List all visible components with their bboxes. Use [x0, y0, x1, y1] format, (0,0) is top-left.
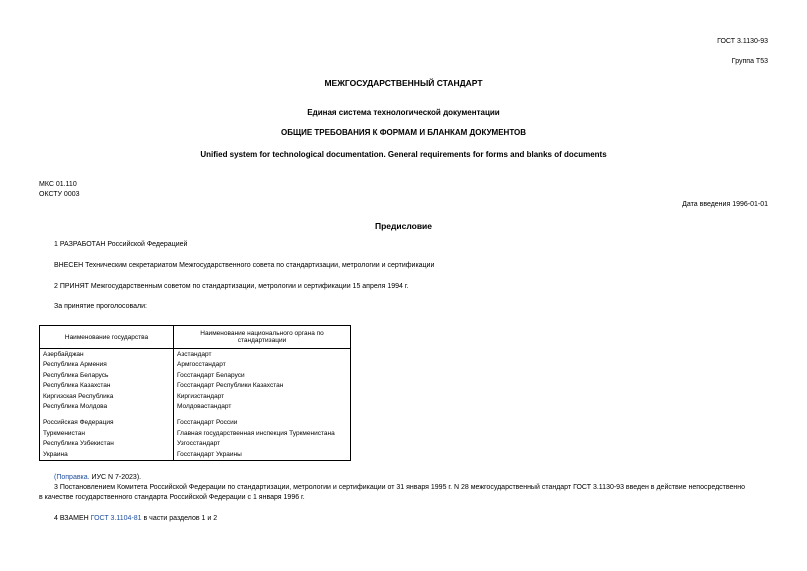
state-cell: Украина: [40, 450, 174, 461]
document-title: ОБЩИЕ ТРЕБОВАНИЯ К ФОРМАМ И БЛАНКАМ ДОКУМЕНТОВ: [280, 128, 527, 137]
table-row: [40, 360, 351, 370]
paragraph-1: 1 РАЗРАБОТАН Российской Федерацией: [54, 241, 188, 248]
paragraph-4: [54, 515, 217, 522]
body-cell: Госстандарт Беларуси: [174, 371, 351, 381]
mks-code: МКС 01.110: [39, 181, 77, 188]
table-row: [40, 349, 351, 361]
table-header-row: [40, 326, 351, 349]
table-row: [40, 392, 351, 402]
state-cell: Республика Беларусь: [40, 371, 174, 381]
body-cell: Армгосстандарт: [174, 360, 351, 370]
table-row: [40, 371, 351, 381]
body-cell: Госстандарт России: [174, 418, 351, 428]
voting-states-table: [39, 325, 351, 461]
state-cell: Азербайджан: [40, 349, 174, 361]
body-cell: Азстандарт: [174, 349, 351, 361]
correction-text: ИУС N 7-2023).: [89, 474, 142, 481]
column-header-national-body: Наименование национального органа по стандартизации: [174, 326, 351, 349]
table-row: [40, 418, 351, 428]
body-cell: Узгосстандарт: [174, 439, 351, 449]
system-title: Единая система технологической документации: [307, 108, 500, 117]
voted-label: За принятие проголосовали:: [54, 303, 147, 310]
state-cell: Киргизская Республика: [40, 392, 174, 402]
body-cell: Госстандарт Украины: [174, 450, 351, 461]
column-header-state: Наименование государства: [40, 326, 174, 349]
paragraph-4-suffix: в части разделов 1 и 2: [141, 515, 218, 522]
intro-date: Дата введения 1996-01-01: [682, 201, 768, 208]
group-label: Группа Т53: [731, 58, 768, 65]
paragraph-4-prefix: 4 ВЗАМЕН: [54, 515, 91, 522]
okstu-code: ОКСТУ 0003: [39, 191, 80, 198]
body-cell: Госстандарт Республики Казахстан: [174, 381, 351, 391]
standard-type-heading: МЕЖГОСУДАРСТВЕННЫЙ СТАНДАРТ: [324, 78, 483, 88]
table-row: [40, 381, 351, 391]
state-cell: Туркменистан: [40, 429, 174, 439]
correction-note: [54, 474, 141, 481]
table-row: [40, 450, 351, 461]
replaced-standard-link[interactable]: ГОСТ 3.1104-81: [90, 515, 142, 522]
state-cell: Республика Узбекистан: [40, 439, 174, 449]
paragraph-2: 2 ПРИНЯТ Межгосударственным советом по стандартизации, метрологии и сертификации 15 апреля 1994 г.: [54, 283, 409, 290]
paragraph-3-line-2: в качестве государственного стандарта Российской Федерации с 1 января 1996 г.: [39, 494, 305, 501]
state-cell: Республика Казахстан: [40, 381, 174, 391]
body-cell: Главная государственная инспекция Туркменистана: [174, 429, 351, 439]
table-row: [40, 439, 351, 449]
paragraph-vnesen: ВНЕСЕН Техническим секретариатом Межгосударственного совета по стандартизации, метрологии и сертификации: [54, 262, 435, 269]
body-cell: Молдовастандарт: [174, 402, 351, 412]
doc-code: ГОСТ 3.1130-93: [717, 38, 768, 45]
body-cell: Киргизстандарт: [174, 392, 351, 402]
table-row: [40, 429, 351, 439]
paragraph-3-line-1: 3 Постановлением Комитета Российской Федерации по стандартизации, метрологии и сертификации от 31 января 1995 г. N 28 межгосударственный стандарт ГОСТ 3.1130-93 введен в действие непосредственно: [54, 484, 746, 491]
preface-heading: Предисловие: [374, 221, 433, 231]
state-cell: Республика Молдова: [40, 402, 174, 412]
correction-link[interactable]: (Поправка.: [54, 474, 90, 481]
table-row: [40, 402, 351, 412]
state-cell: Республика Армения: [40, 360, 174, 370]
state-cell: Российская Федерация: [40, 418, 174, 428]
english-title: Unified system for technological documentation. General requirements for forms and blanks of documents: [200, 150, 607, 159]
